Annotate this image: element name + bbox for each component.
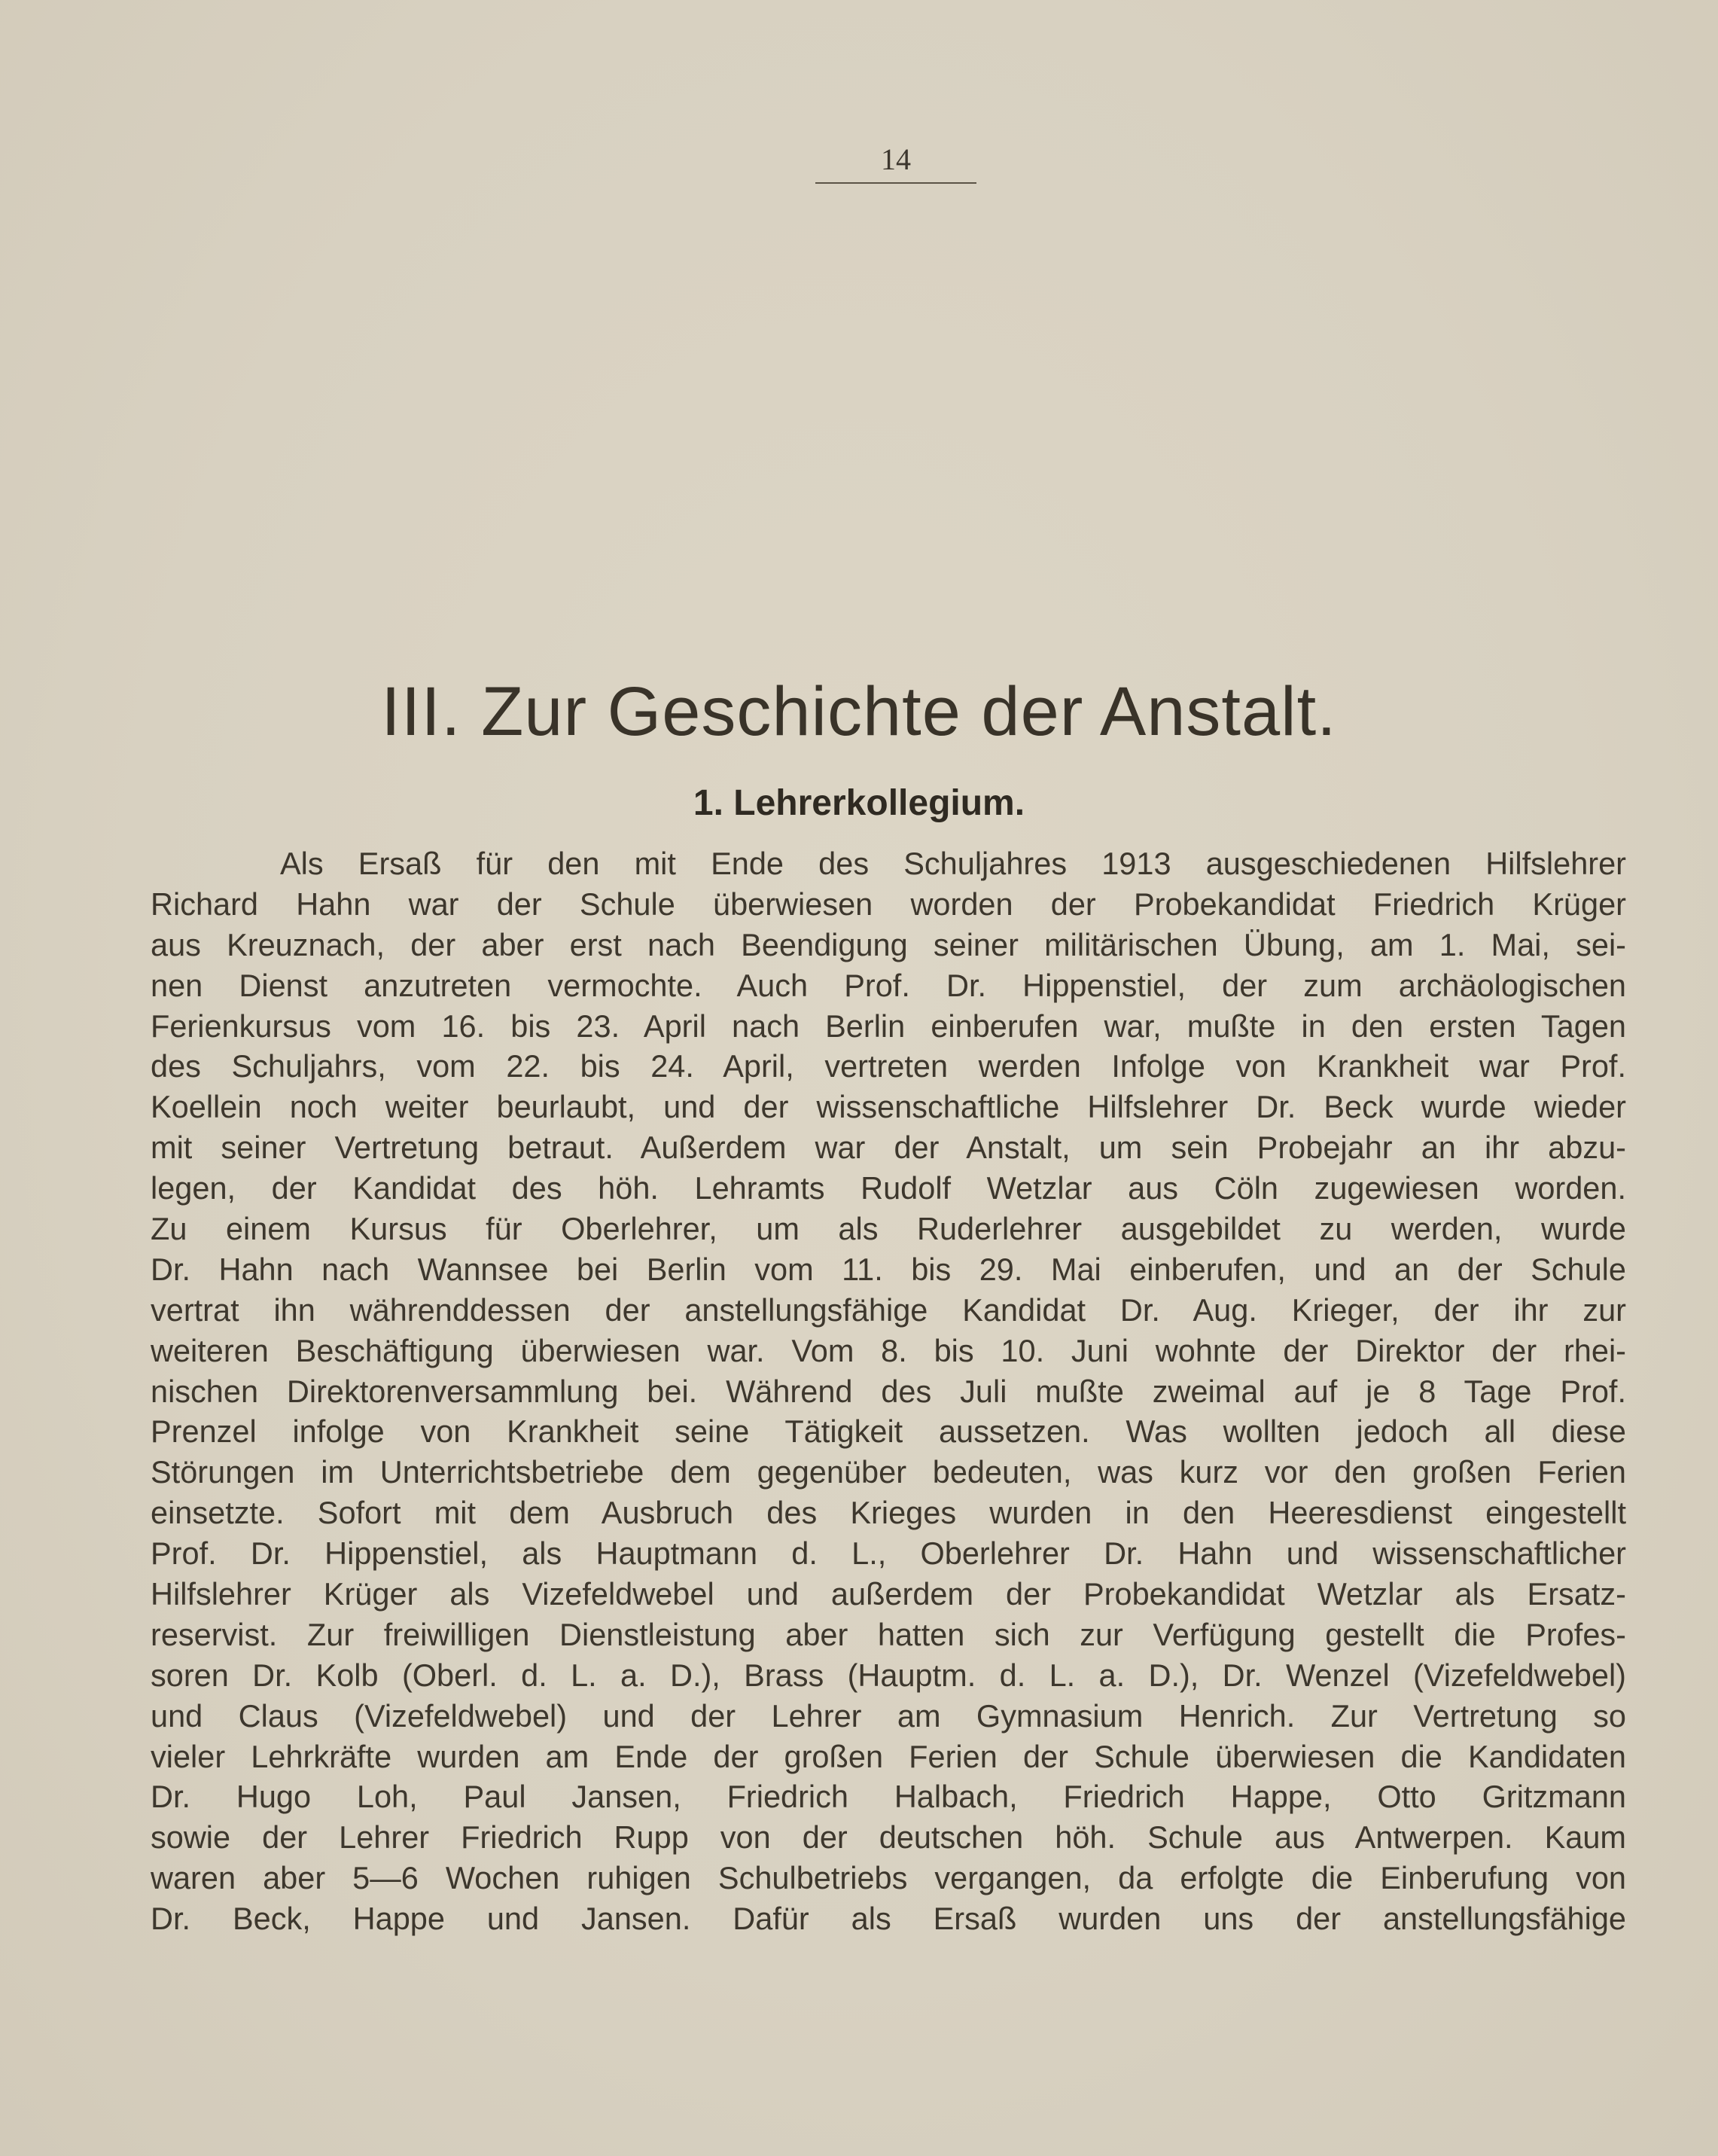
text-line: vertrat ihn währenddessen der anstellungsfähige Kandidat Dr. Aug. Krieger, der ihr zur (151, 1291, 1626, 1328)
text-line: Zu einem Kursus für Oberlehrer, um als Ruderlehrer ausgebildet zu werden, wurde (151, 1211, 1626, 1247)
text-line: Als Ersaß für den mit Ende des Schuljahres 1913 ausgeschiedenen Hilfslehrer (280, 846, 1626, 881)
text-line: aus Kreuznach, der aber erst nach Beendigung seiner militärischen Übung, am 1. Mai, sei- (151, 926, 1626, 962)
text-line: vieler Lehrkräfte wurden am Ende der großen Ferien der Schule überwiesen die Kandidaten (151, 1738, 1626, 1774)
text-line: reservist. Zur freiwilligen Dienstleistung aber hatten sich zur Verfügung gestellt die Profes- (151, 1616, 1626, 1652)
text-line: mit seiner Vertretung betraut. Außerdem war der Anstalt, um sein Probejahr an ihr abzu- (151, 1130, 1626, 1166)
text-line: Prof. Dr. Hippenstiel, als Hauptmann d. L., Oberlehrer Dr. Hahn und wissenschaftlicher (151, 1535, 1626, 1572)
text-line: soren Dr. Kolb (Oberl. d. L. a. D.), Brass (Hauptm. d. L. a. D.), Dr. Wenzel (Vizefeldwebel) (151, 1657, 1626, 1693)
text-line: weiteren Beschäftigung überwiesen war. Vom 8. bis 10. Juni wohnte der Direktor der rhei- (151, 1332, 1626, 1368)
text-line: Dr. Beck, Happe und Jansen. Dafür als Ersaß wurden uns der anstellungsfähige (151, 1901, 1626, 1937)
text-line: legen, der Kandidat des höh. Lehramts Rudolf Wetzlar aus Cöln zugewiesen worden. (151, 1170, 1626, 1206)
text-line: waren aber 5—6 Wochen ruhigen Schulbetriebs vergangen, da erfolgte die Einberufung von (151, 1860, 1626, 1896)
text-line: nischen Direktorenversammlung bei. Während des Juli mußte zweimal auf je 8 Tage Prof. (151, 1373, 1626, 1409)
page-number: 14 (881, 142, 911, 176)
text-line: nen Dienst anzutreten vermochte. Auch Prof. Dr. Hippenstiel, der zum archäologischen (151, 967, 1626, 1003)
text-line: einsetzte. Sofort mit dem Ausbruch des Krieges wurden in den Heeresdienst eingestellt (151, 1495, 1626, 1531)
text-line: Ferienkursus vom 16. bis 23. April nach Berlin einberufen war, mußte in den ersten Tagen (151, 1008, 1626, 1044)
page-number-rule (815, 182, 976, 184)
text-line: Störungen im Unterrichtsbetriebe dem gegenüber bedeuten, was kurz vor den großen Ferien (151, 1454, 1626, 1490)
text-line: des Schuljahrs, vom 22. bis 24. April, vertreten werden Infolge von Krankheit war Prof. (151, 1048, 1626, 1084)
chapter-title: III. Zur Geschichte der Anstalt. (381, 673, 1337, 750)
body-paragraph (151, 843, 1626, 1939)
text-line: Koellein noch weiter beurlaubt, und der wissenschaftliche Hilfslehrer Dr. Beck wurde wieder (151, 1089, 1626, 1125)
text-line: Prenzel infolge von Krankheit seine Tätigkeit aussetzen. Was wollten jedoch all diese (151, 1413, 1626, 1450)
text-line: sowie der Lehrer Friedrich Rupp von der deutschen höh. Schule aus Antwerpen. Kaum (151, 1819, 1626, 1856)
section-title: 1. Lehrerkollegium. (693, 783, 1025, 823)
text-line: Dr. Hahn nach Wannsee bei Berlin vom 11. bis 29. Mai einberufen, und an der Schule (151, 1251, 1626, 1287)
text-line: Richard Hahn war der Schule überwiesen worden der Probekandidat Friedrich Krüger (151, 886, 1626, 922)
text-line: Hilfslehrer Krüger als Vizefeldwebel und außerdem der Probekandidat Wetzlar als Ersatz- (151, 1576, 1626, 1612)
text-line: und Claus (Vizefeldwebel) und der Lehrer am Gymnasium Henrich. Zur Vertretung so (151, 1697, 1626, 1734)
text-line: Dr. Hugo Loh, Paul Jansen, Friedrich Halbach, Friedrich Happe, Otto Gritzmann (151, 1779, 1626, 1815)
